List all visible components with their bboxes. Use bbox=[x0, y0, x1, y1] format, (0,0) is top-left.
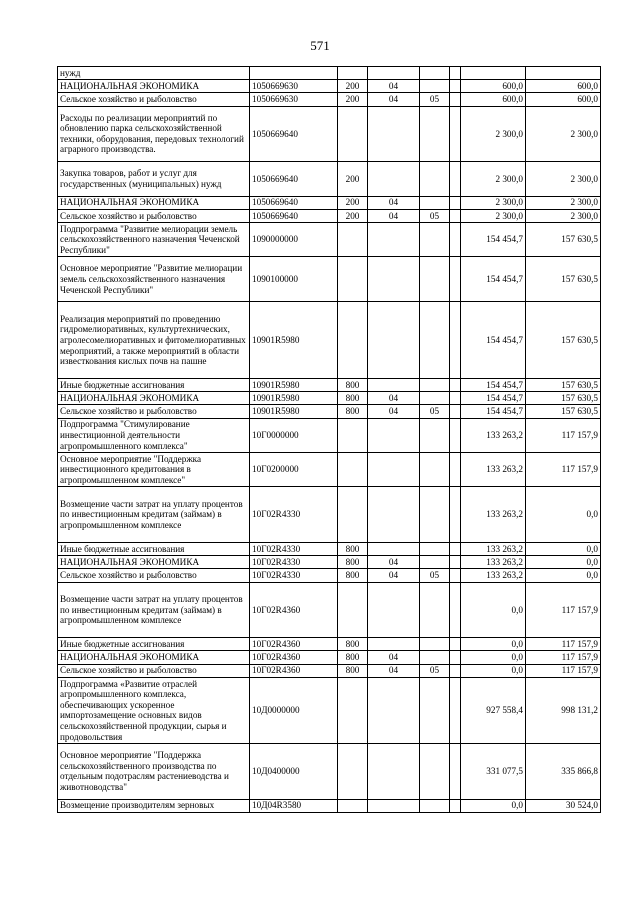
row-amount-year1-cell: 133 263,2 bbox=[461, 418, 526, 452]
row-empty-cell bbox=[450, 80, 461, 93]
row-subsection-cell bbox=[420, 582, 450, 638]
row-subsection-cell bbox=[420, 379, 450, 392]
table-row bbox=[58, 543, 601, 556]
table-row bbox=[58, 80, 601, 93]
row-amount-year2-cell: 2 300,0 bbox=[526, 209, 601, 222]
table-body bbox=[58, 67, 601, 813]
row-name-cell: Сельское хозяйство и рыболовство bbox=[58, 664, 250, 677]
row-expense-type-cell: 200 bbox=[338, 80, 368, 93]
row-name-cell: НАЦИОНАЛЬНАЯ ЭКОНОМИКА bbox=[58, 392, 250, 405]
row-expense-type-cell bbox=[338, 743, 368, 799]
table-row bbox=[58, 257, 601, 302]
row-empty-cell bbox=[450, 664, 461, 677]
row-name-cell: Сельское хозяйство и рыболовство bbox=[58, 405, 250, 418]
row-amount-year2-cell: 2 300,0 bbox=[526, 162, 601, 196]
row-subsection-cell: 05 bbox=[420, 664, 450, 677]
row-amount-year1-cell: 133 263,2 bbox=[461, 569, 526, 582]
row-name-cell: Закупка товаров, работ и услуг для государственных (муниципальных) нужд bbox=[58, 162, 250, 196]
table-row bbox=[58, 651, 601, 664]
row-section-cell: 04 bbox=[368, 556, 420, 569]
row-subsection-cell bbox=[420, 162, 450, 196]
row-amount-year2-cell: 2 300,0 bbox=[526, 196, 601, 209]
row-name-cell: Иные бюджетные ассигнования bbox=[58, 379, 250, 392]
row-subsection-cell bbox=[420, 743, 450, 799]
row-section-cell: 04 bbox=[368, 664, 420, 677]
row-code-cell: 1050669640 bbox=[250, 106, 338, 162]
row-amount-year2-cell bbox=[526, 67, 601, 80]
row-expense-type-cell bbox=[338, 799, 368, 812]
row-expense-type-cell bbox=[338, 418, 368, 452]
row-empty-cell bbox=[450, 106, 461, 162]
row-section-cell bbox=[368, 302, 420, 379]
row-amount-year1-cell: 331 077,5 bbox=[461, 743, 526, 799]
row-code-cell: 10Д0000000 bbox=[250, 677, 338, 743]
row-code-cell: 10Г02R4360 bbox=[250, 638, 338, 651]
row-section-cell: 04 bbox=[368, 569, 420, 582]
row-code-cell: 1050669640 bbox=[250, 162, 338, 196]
row-expense-type-cell: 800 bbox=[338, 664, 368, 677]
row-section-cell bbox=[368, 222, 420, 256]
table-row bbox=[58, 799, 601, 812]
row-amount-year1-cell: 2 300,0 bbox=[461, 162, 526, 196]
row-amount-year1-cell: 927 558,4 bbox=[461, 677, 526, 743]
row-subsection-cell: 05 bbox=[420, 569, 450, 582]
row-expense-type-cell bbox=[338, 67, 368, 80]
table-row bbox=[58, 162, 601, 196]
table-row bbox=[58, 664, 601, 677]
row-empty-cell bbox=[450, 638, 461, 651]
table-row bbox=[58, 405, 601, 418]
row-code-cell: 10Г02R4360 bbox=[250, 664, 338, 677]
table-row bbox=[58, 453, 601, 487]
table-row bbox=[58, 677, 601, 743]
row-name-cell: Подпрограмма «Развитие отраслей агропромышленного комплекса, обеспечивающих ускоренное импортозамещение основных видов сельскохозяйственной продукции, сырья и продовольствия bbox=[58, 677, 250, 743]
row-section-cell bbox=[368, 487, 420, 543]
row-section-cell bbox=[368, 638, 420, 651]
row-subsection-cell bbox=[420, 638, 450, 651]
row-amount-year2-cell: 117 157,9 bbox=[526, 418, 601, 452]
row-name-cell: Иные бюджетные ассигнования bbox=[58, 543, 250, 556]
page-number: 571 bbox=[310, 38, 330, 53]
table-row bbox=[58, 302, 601, 379]
row-subsection-cell bbox=[420, 106, 450, 162]
row-section-cell bbox=[368, 418, 420, 452]
row-code-cell: 1050669640 bbox=[250, 209, 338, 222]
row-empty-cell bbox=[450, 162, 461, 196]
row-code-cell: 10Д04R3580 bbox=[250, 799, 338, 812]
row-subsection-cell bbox=[420, 556, 450, 569]
row-name-cell: Расходы по реализации мероприятий по обновлению парка сельскохозяйственной техники, оборудования, передовых технологий аграрного производства. bbox=[58, 106, 250, 162]
row-code-cell: 10Г0200000 bbox=[250, 453, 338, 487]
row-empty-cell bbox=[450, 487, 461, 543]
row-subsection-cell: 05 bbox=[420, 209, 450, 222]
row-name-cell: Подпрограмма "Развитие мелиорации земель сельскохозяйственного назначения Чеченской Республики" bbox=[58, 222, 250, 256]
row-amount-year1-cell: 600,0 bbox=[461, 93, 526, 106]
row-empty-cell bbox=[450, 418, 461, 452]
row-empty-cell bbox=[450, 257, 461, 302]
row-amount-year1-cell: 600,0 bbox=[461, 80, 526, 93]
row-code-cell: 1090000000 bbox=[250, 222, 338, 256]
row-code-cell bbox=[250, 67, 338, 80]
row-section-cell bbox=[368, 582, 420, 638]
row-name-cell: Сельское хозяйство и рыболовство bbox=[58, 209, 250, 222]
row-code-cell: 10901R5980 bbox=[250, 379, 338, 392]
row-expense-type-cell bbox=[338, 582, 368, 638]
table-row bbox=[58, 222, 601, 256]
row-subsection-cell bbox=[420, 418, 450, 452]
table-row bbox=[58, 209, 601, 222]
row-amount-year1-cell: 133 263,2 bbox=[461, 453, 526, 487]
row-name-cell: Основное мероприятие "Поддержка сельскохозяйственного производства по отдельным подотраслям растениеводства и животноводства" bbox=[58, 743, 250, 799]
row-subsection-cell bbox=[420, 257, 450, 302]
row-section-cell bbox=[368, 799, 420, 812]
row-amount-year2-cell: 2 300,0 bbox=[526, 106, 601, 162]
table-row bbox=[58, 638, 601, 651]
row-amount-year1-cell: 154 454,7 bbox=[461, 222, 526, 256]
row-expense-type-cell: 800 bbox=[338, 543, 368, 556]
row-amount-year2-cell: 998 131,2 bbox=[526, 677, 601, 743]
row-subsection-cell bbox=[420, 80, 450, 93]
row-empty-cell bbox=[450, 743, 461, 799]
row-name-cell: Сельское хозяйство и рыболовство bbox=[58, 93, 250, 106]
row-amount-year1-cell: 2 300,0 bbox=[461, 106, 526, 162]
row-section-cell bbox=[368, 743, 420, 799]
row-subsection-cell bbox=[420, 651, 450, 664]
row-code-cell: 10901R5980 bbox=[250, 302, 338, 379]
row-amount-year1-cell: 154 454,7 bbox=[461, 392, 526, 405]
row-name-cell: Возмещение части затрат на уплату процентов по инвестиционным кредитам (займам) в агропромышленном комплексе bbox=[58, 487, 250, 543]
table-row bbox=[58, 418, 601, 452]
row-name-cell: Возмещение части затрат на уплату процентов по инвестиционным кредитам (займам) в агропромышленном комплексе bbox=[58, 582, 250, 638]
row-amount-year2-cell: 157 630,5 bbox=[526, 405, 601, 418]
row-amount-year2-cell: 117 157,9 bbox=[526, 582, 601, 638]
row-code-cell: 10Д0400000 bbox=[250, 743, 338, 799]
row-section-cell: 04 bbox=[368, 209, 420, 222]
row-expense-type-cell bbox=[338, 106, 368, 162]
row-section-cell: 04 bbox=[368, 80, 420, 93]
row-empty-cell bbox=[450, 222, 461, 256]
table-row bbox=[58, 487, 601, 543]
row-code-cell: 10Г02R4360 bbox=[250, 582, 338, 638]
row-empty-cell bbox=[450, 582, 461, 638]
row-empty-cell bbox=[450, 379, 461, 392]
budget-table bbox=[57, 66, 601, 813]
row-subsection-cell: 05 bbox=[420, 93, 450, 106]
row-empty-cell bbox=[450, 453, 461, 487]
row-section-cell: 04 bbox=[368, 405, 420, 418]
row-amount-year1-cell: 0,0 bbox=[461, 664, 526, 677]
row-amount-year1-cell: 0,0 bbox=[461, 651, 526, 664]
row-code-cell: 1050669630 bbox=[250, 93, 338, 106]
row-empty-cell bbox=[450, 799, 461, 812]
row-empty-cell bbox=[450, 556, 461, 569]
row-amount-year2-cell: 157 630,5 bbox=[526, 302, 601, 379]
row-expense-type-cell: 800 bbox=[338, 638, 368, 651]
row-expense-type-cell bbox=[338, 487, 368, 543]
row-subsection-cell bbox=[420, 543, 450, 556]
row-section-cell bbox=[368, 106, 420, 162]
row-subsection-cell bbox=[420, 677, 450, 743]
row-empty-cell bbox=[450, 302, 461, 379]
row-expense-type-cell: 800 bbox=[338, 392, 368, 405]
row-empty-cell bbox=[450, 405, 461, 418]
row-empty-cell bbox=[450, 651, 461, 664]
row-code-cell: 10Г02R4360 bbox=[250, 651, 338, 664]
row-amount-year2-cell: 117 157,9 bbox=[526, 664, 601, 677]
table-row bbox=[58, 67, 601, 80]
table-row bbox=[58, 93, 601, 106]
table-row bbox=[58, 582, 601, 638]
row-section-cell: 04 bbox=[368, 196, 420, 209]
row-empty-cell bbox=[450, 67, 461, 80]
row-expense-type-cell: 800 bbox=[338, 556, 368, 569]
row-section-cell: 04 bbox=[368, 651, 420, 664]
row-section-cell bbox=[368, 677, 420, 743]
row-expense-type-cell: 800 bbox=[338, 379, 368, 392]
row-amount-year2-cell: 600,0 bbox=[526, 93, 601, 106]
row-empty-cell bbox=[450, 677, 461, 743]
row-amount-year2-cell: 335 866,8 bbox=[526, 743, 601, 799]
row-amount-year1-cell: 2 300,0 bbox=[461, 209, 526, 222]
row-amount-year2-cell: 117 157,9 bbox=[526, 638, 601, 651]
row-subsection-cell bbox=[420, 392, 450, 405]
row-expense-type-cell bbox=[338, 677, 368, 743]
row-subsection-cell bbox=[420, 487, 450, 543]
row-expense-type-cell: 200 bbox=[338, 162, 368, 196]
row-expense-type-cell: 800 bbox=[338, 569, 368, 582]
row-amount-year1-cell bbox=[461, 67, 526, 80]
row-expense-type-cell: 800 bbox=[338, 405, 368, 418]
row-empty-cell bbox=[450, 543, 461, 556]
row-expense-type-cell bbox=[338, 453, 368, 487]
row-amount-year2-cell: 0,0 bbox=[526, 556, 601, 569]
row-section-cell bbox=[368, 257, 420, 302]
row-subsection-cell bbox=[420, 302, 450, 379]
row-section-cell bbox=[368, 543, 420, 556]
row-section-cell bbox=[368, 379, 420, 392]
row-expense-type-cell: 200 bbox=[338, 209, 368, 222]
row-subsection-cell bbox=[420, 222, 450, 256]
row-amount-year1-cell: 154 454,7 bbox=[461, 405, 526, 418]
row-subsection-cell bbox=[420, 196, 450, 209]
table-row bbox=[58, 196, 601, 209]
row-code-cell: 10Г02R4330 bbox=[250, 556, 338, 569]
table-row bbox=[58, 379, 601, 392]
row-amount-year2-cell: 157 630,5 bbox=[526, 379, 601, 392]
row-name-cell: Иные бюджетные ассигнования bbox=[58, 638, 250, 651]
row-empty-cell bbox=[450, 209, 461, 222]
row-name-cell: Возмещение производителям зерновых bbox=[58, 799, 250, 812]
row-amount-year2-cell: 157 630,5 bbox=[526, 392, 601, 405]
row-amount-year2-cell: 30 524,0 bbox=[526, 799, 601, 812]
row-amount-year1-cell: 133 263,2 bbox=[461, 543, 526, 556]
row-amount-year1-cell: 154 454,7 bbox=[461, 257, 526, 302]
row-name-cell: Основное мероприятие "Развитие мелиорации земель сельскохозяйственного назначения Чеченской Республики" bbox=[58, 257, 250, 302]
row-empty-cell bbox=[450, 93, 461, 106]
row-code-cell: 10Г02R4330 bbox=[250, 569, 338, 582]
row-empty-cell bbox=[450, 196, 461, 209]
row-amount-year2-cell: 117 157,9 bbox=[526, 453, 601, 487]
row-section-cell bbox=[368, 67, 420, 80]
row-name-cell: НАЦИОНАЛЬНАЯ ЭКОНОМИКА bbox=[58, 196, 250, 209]
row-code-cell: 10Г0000000 bbox=[250, 418, 338, 452]
row-code-cell: 1050669630 bbox=[250, 80, 338, 93]
row-amount-year2-cell: 157 630,5 bbox=[526, 222, 601, 256]
row-amount-year2-cell: 0,0 bbox=[526, 487, 601, 543]
row-expense-type-cell: 800 bbox=[338, 651, 368, 664]
row-name-cell: Подпрограмма "Стимулирование инвестиционной деятельности агропромышленного комплекса" bbox=[58, 418, 250, 452]
row-amount-year1-cell: 133 263,2 bbox=[461, 556, 526, 569]
row-expense-type-cell bbox=[338, 222, 368, 256]
row-code-cell: 1050669640 bbox=[250, 196, 338, 209]
row-name-cell: Сельское хозяйство и рыболовство bbox=[58, 569, 250, 582]
row-expense-type-cell bbox=[338, 302, 368, 379]
row-name-cell: Реализация мероприятий по проведению гидромелиоративных, культуртехнических, агролесомелиоративных и фитомелиоративных мероприятий, а также мероприятий в области известкования кислых почв на пашне bbox=[58, 302, 250, 379]
row-section-cell bbox=[368, 453, 420, 487]
row-amount-year1-cell: 2 300,0 bbox=[461, 196, 526, 209]
table-row bbox=[58, 743, 601, 799]
row-amount-year2-cell: 600,0 bbox=[526, 80, 601, 93]
row-amount-year2-cell: 0,0 bbox=[526, 543, 601, 556]
table-row bbox=[58, 392, 601, 405]
row-code-cell: 10Г02R4330 bbox=[250, 543, 338, 556]
row-expense-type-cell bbox=[338, 257, 368, 302]
row-amount-year1-cell: 154 454,7 bbox=[461, 302, 526, 379]
row-expense-type-cell: 200 bbox=[338, 196, 368, 209]
row-section-cell bbox=[368, 162, 420, 196]
row-expense-type-cell: 200 bbox=[338, 93, 368, 106]
row-name-cell: нужд bbox=[58, 67, 250, 80]
table-row bbox=[58, 556, 601, 569]
table-row bbox=[58, 569, 601, 582]
row-amount-year2-cell: 117 157,9 bbox=[526, 651, 601, 664]
row-subsection-cell bbox=[420, 453, 450, 487]
row-name-cell: НАЦИОНАЛЬНАЯ ЭКОНОМИКА bbox=[58, 80, 250, 93]
row-amount-year1-cell: 133 263,2 bbox=[461, 487, 526, 543]
row-subsection-cell bbox=[420, 67, 450, 80]
row-subsection-cell bbox=[420, 799, 450, 812]
row-amount-year1-cell: 154 454,7 bbox=[461, 379, 526, 392]
row-code-cell: 10Г02R4330 bbox=[250, 487, 338, 543]
row-name-cell: Основное мероприятие "Поддержка инвестиционного кредитования в агропромышленном комплексе" bbox=[58, 453, 250, 487]
row-code-cell: 10901R5980 bbox=[250, 392, 338, 405]
row-name-cell: НАЦИОНАЛЬНАЯ ЭКОНОМИКА bbox=[58, 556, 250, 569]
table-row bbox=[58, 106, 601, 162]
row-empty-cell bbox=[450, 569, 461, 582]
row-amount-year1-cell: 0,0 bbox=[461, 638, 526, 651]
row-name-cell: НАЦИОНАЛЬНАЯ ЭКОНОМИКА bbox=[58, 651, 250, 664]
row-amount-year2-cell: 0,0 bbox=[526, 569, 601, 582]
row-amount-year2-cell: 157 630,5 bbox=[526, 257, 601, 302]
row-code-cell: 1090100000 bbox=[250, 257, 338, 302]
row-amount-year1-cell: 0,0 bbox=[461, 799, 526, 812]
row-code-cell: 10901R5980 bbox=[250, 405, 338, 418]
row-amount-year1-cell: 0,0 bbox=[461, 582, 526, 638]
row-empty-cell bbox=[450, 392, 461, 405]
row-section-cell: 04 bbox=[368, 392, 420, 405]
row-section-cell: 04 bbox=[368, 93, 420, 106]
row-subsection-cell: 05 bbox=[420, 405, 450, 418]
